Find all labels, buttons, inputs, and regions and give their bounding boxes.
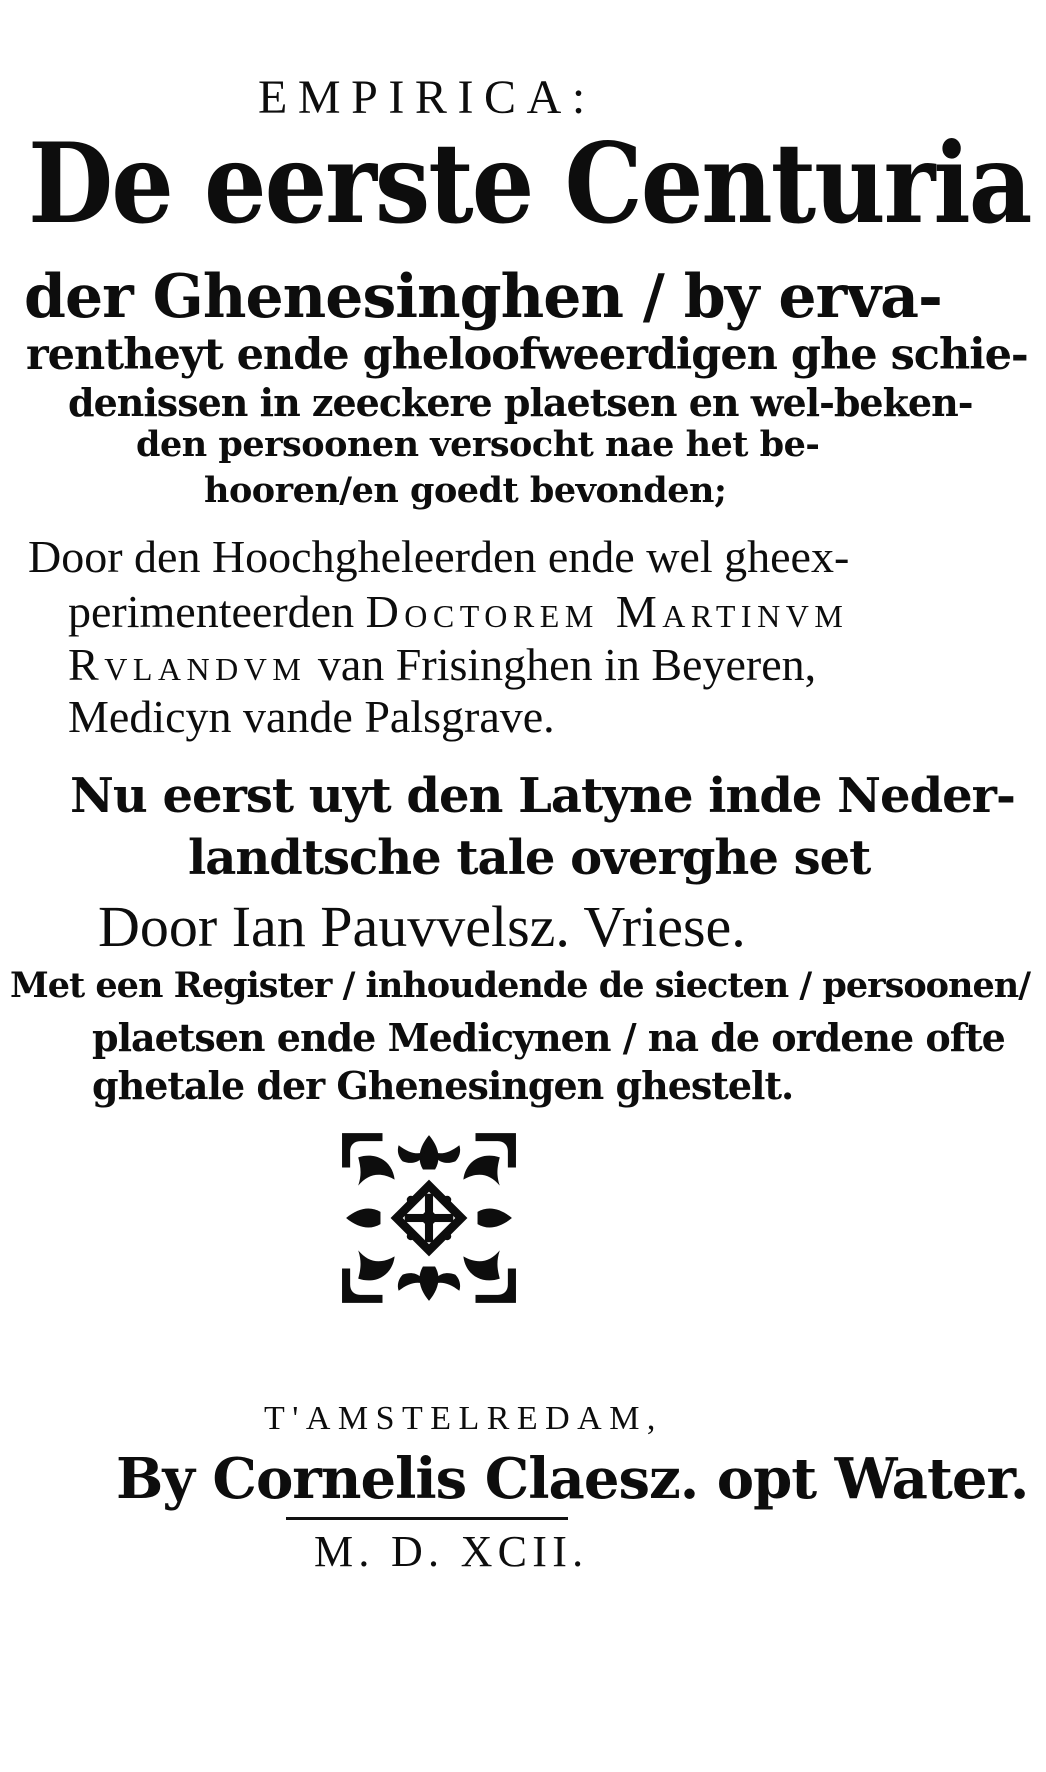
title-line-7: hooren/en goedt bevonden;	[204, 470, 727, 511]
register-line-3: ghetale der Ghenesingen ghestelt.	[92, 1063, 794, 1108]
author-name-rulandum: Rvlandvm	[68, 639, 307, 690]
title-line-4: rentheyt ende gheloofweerdigen ghe schie-	[26, 330, 1028, 380]
imprint-printer: By Cornelis Claesz. opt Water.	[116, 1446, 1029, 1512]
author-line-3-text: van Frisinghen in Beyeren,	[306, 639, 817, 690]
printers-fleuron-icon	[338, 1127, 520, 1309]
title-main: De eerste Centuria	[28, 120, 1031, 249]
author-line-2	[68, 585, 848, 638]
register-line-1: Met een Register / inhoudende de siecten / persoonen/	[10, 965, 1031, 1006]
register-line-2: plaetsen ende Medicynen / na de ordene ofte	[92, 1015, 1005, 1060]
author-line-1: Door den Hoochgheleerden ende wel gheex-	[28, 531, 850, 582]
imprint-rule	[286, 1517, 568, 1520]
author-name-doctorem: Doctorem Martinvm	[365, 586, 849, 637]
author-line-3	[68, 638, 816, 691]
imprint-city: T'AMSTELREDAM,	[264, 1400, 663, 1437]
title-line-6: den persoonen versocht nae het be-	[136, 424, 820, 465]
translation-line-2: landtsche tale overghe set	[188, 830, 871, 886]
author-line-4: Medicyn vande Palsgrave.	[68, 691, 555, 742]
title-empirica: EMPIRICA:	[258, 71, 596, 124]
title-line-5: denissen in zeeckere plaetsen en wel-beken-	[68, 380, 973, 425]
title-line-3: der Ghenesinghen / by erva-	[24, 262, 942, 332]
imprint-year: M. D. XCII.	[314, 1527, 589, 1576]
author-line-2-text: perimenteerden	[68, 586, 366, 637]
translation-line-1: Nu eerst uyt den Latyne inde Neder-	[70, 768, 1015, 824]
translator-name: Door Ian Pauvvelsz. Vriese.	[98, 894, 746, 959]
